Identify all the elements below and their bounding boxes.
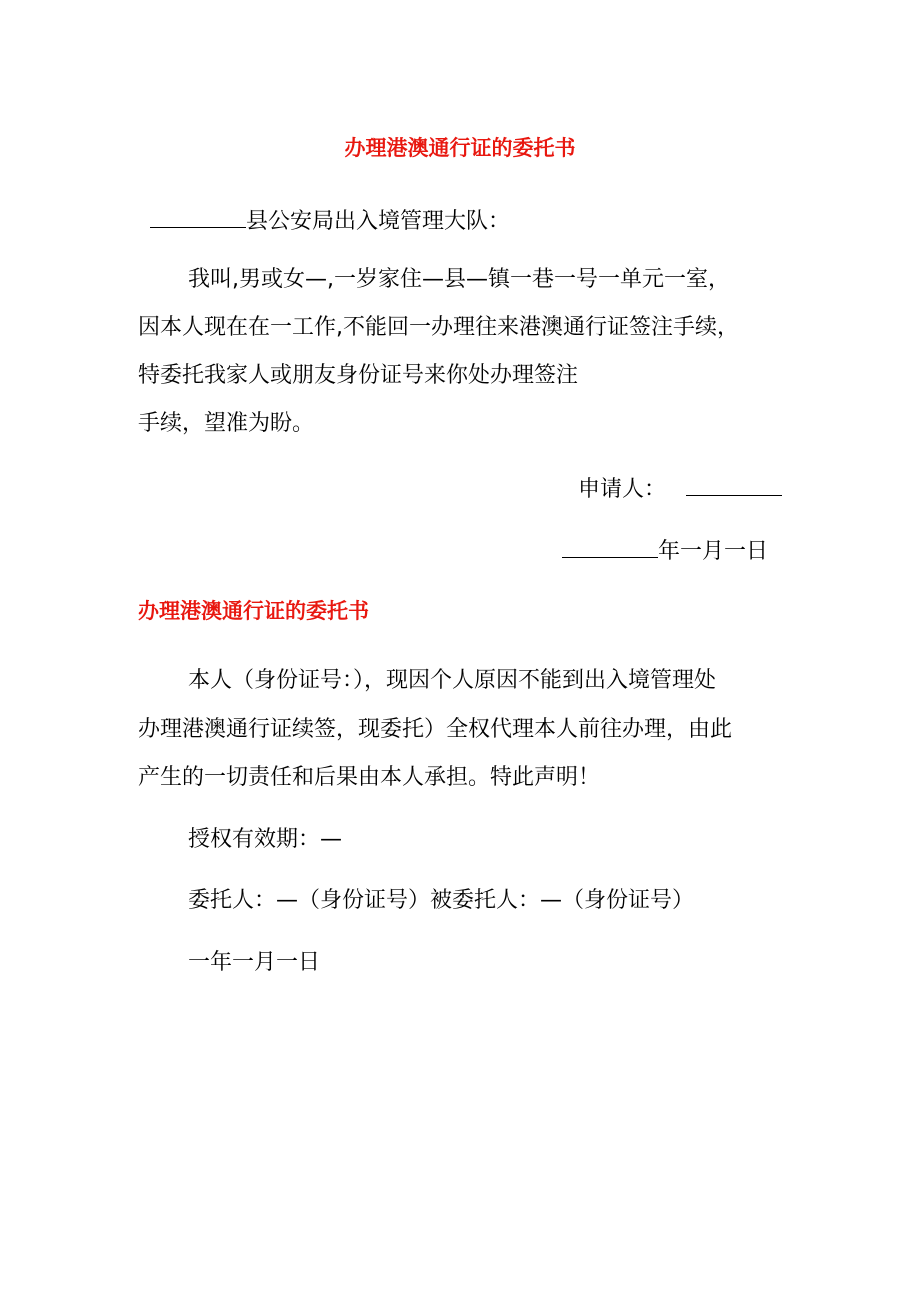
- letter1-body-line-4: 手续，望准为盼。: [138, 411, 315, 436]
- applicant-blank: [686, 473, 782, 496]
- letter1-date-line: [562, 535, 768, 566]
- letter1-title: 办理港澳通行证的委托书: [344, 136, 576, 160]
- letter2-title: 办理港澳通行证的委托书: [138, 599, 369, 623]
- letter1-addressee-line: [150, 205, 510, 236]
- letter2-validity: 授权有效期：—: [188, 827, 343, 852]
- letter1-date: 年一月一日: [658, 539, 769, 564]
- addressee-blank: [150, 205, 246, 228]
- date-year-blank: [562, 535, 658, 558]
- letter2-date: 一年一月一日: [188, 950, 321, 975]
- letter1-body-line-1: 我叫,男或女—,一岁家住—县—镇一巷一号一单元一室，: [188, 267, 730, 292]
- letter2-body-line-2: 办理港澳通行证续签，现委托）全权代理本人前往办理，由此: [138, 717, 733, 742]
- letter1-body-line-2: 因本人现在在一工作,不能回一办理往来港澳通行证签注手续，: [138, 315, 739, 340]
- letter1-body-line-3: 特委托我家人或朋友身份证号来你处办理签注: [138, 363, 579, 388]
- letter2-body-line-1: 本人（身份证号：），现因个人原因不能到出入境管理处: [188, 668, 717, 693]
- letter2-body-line-3: 产生的一切责任和后果由本人承担。特此声明！: [138, 765, 601, 790]
- letter2-parties: 委托人：—（身份证号）被委托人：—（身份证号）: [188, 888, 695, 913]
- applicant-label: 申请人：: [578, 477, 667, 502]
- letter1-applicant-line: [578, 473, 782, 504]
- letter1-addressee: 县公安局出入境管理大队：: [246, 209, 511, 234]
